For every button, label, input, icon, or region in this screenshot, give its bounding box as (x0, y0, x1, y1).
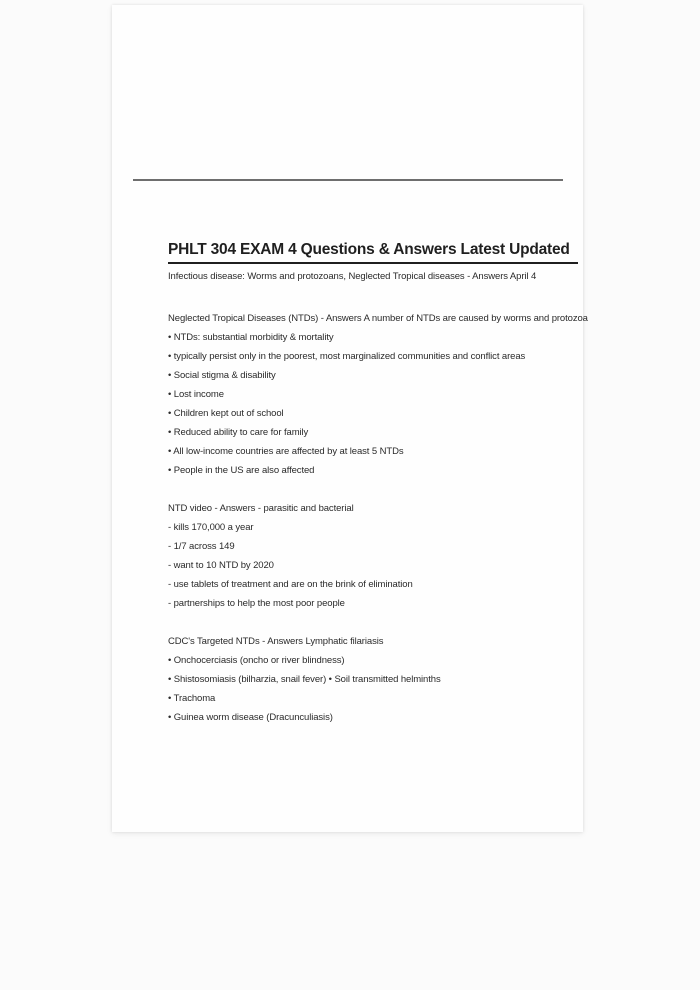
document-line: CDC's Targeted NTDs - Answers Lymphatic filariasis (168, 636, 384, 647)
document-line: • Reduced ability to care for family (168, 427, 309, 438)
document-line: • Guinea worm disease (Dracunculiasis) (168, 712, 333, 723)
document-line: • Onchocerciasis (oncho or river blindness) (168, 655, 345, 666)
document-line: NTD video - Answers - parasitic and bacterial (168, 503, 354, 514)
document-line: • All low-income countries are affected by at least 5 NTDs (168, 446, 404, 457)
document-content (168, 241, 588, 727)
document-line: • Lost income (168, 389, 224, 400)
document-section (168, 309, 588, 480)
document-line: - partnerships to help the most poor people (168, 598, 345, 609)
document-section (168, 499, 583, 613)
document-line: - use tablets of treatment and are on the brink of elimination (168, 579, 413, 590)
document-line: • People in the US are also affected (168, 465, 315, 476)
document-line: • NTDs: substantial morbidity & mortality (168, 332, 334, 343)
document-body (168, 309, 588, 727)
header-rule (133, 179, 563, 181)
page-subtitle: Infectious disease: Worms and protozoans, Neglected Tropical diseases - Answers April 4 (168, 271, 537, 282)
document-line: - kills 170,000 a year (168, 522, 254, 533)
document-line: Neglected Tropical Diseases (NTDs) - Answers A number of NTDs are caused by worms and protozoa (168, 313, 588, 324)
document-line: - 1/7 across 149 (168, 541, 235, 552)
document-line: • Children kept out of school (168, 408, 284, 419)
document-section (168, 632, 583, 727)
page-title: PHLT 304 EXAM 4 Questions & Answers Latest Updated (168, 241, 578, 264)
document-line: • typically persist only in the poorest, most marginalized communities and conflict areas (168, 351, 526, 362)
document-page (112, 5, 588, 832)
document-line: • Social stigma & disability (168, 370, 276, 381)
document-line: • Trachoma (168, 693, 216, 704)
document-line: • Shistosomiasis (bilharzia, snail fever) • Soil transmitted helminths (168, 674, 441, 685)
document-line: - want to 10 NTD by 2020 (168, 560, 274, 571)
